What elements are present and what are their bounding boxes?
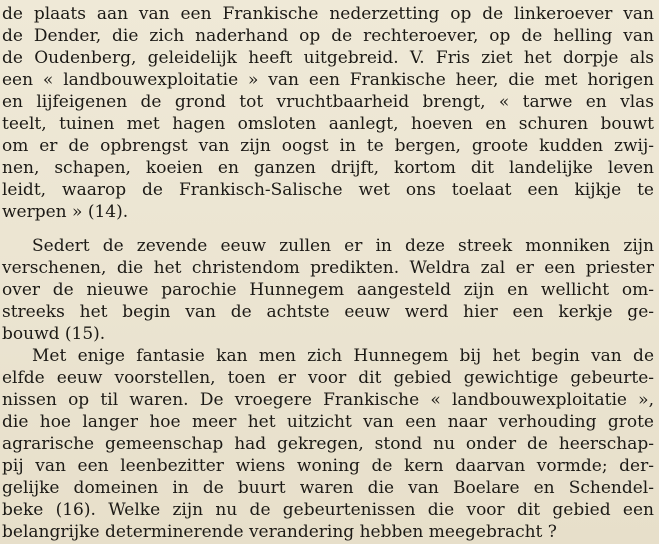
paragraph-1-line: om er de opbrengst van zijn oogst in te bergen, groote kudden zwij- bbox=[2, 136, 654, 156]
paragraph-3-line: beke (16). Welke zijn nu de gebeurtenissen die voor dit gebied een bbox=[2, 500, 654, 520]
paragraph-3-first-line: Met enige fantasie kan men zich Hunnegem bij het begin van de bbox=[32, 346, 654, 366]
paragraph-1-line: een « landbouwexploitatie » van een Frankische heer, die met horigen bbox=[2, 70, 654, 90]
paragraph-2-line: over de nieuwe parochie Hunnegem aangesteld zijn en wellicht om- bbox=[2, 280, 654, 300]
paragraph-3-line: pij van een leenbezitter wiens woning de kern daarvan vormde; der- bbox=[2, 456, 654, 476]
paragraph-3-line: gelijke domeinen in de buurt waren die van Boelare en Schendel- bbox=[2, 478, 654, 498]
paragraph-1-line: teelt, tuinen met hagen omsloten aanlegt, hoeven en schuren bouwt bbox=[2, 114, 654, 134]
paragraph-1-line: en lijfeigenen de grond tot vruchtbaarheid brengt, « tarwe en vlas bbox=[2, 92, 654, 112]
paragraph-3-line: agrarische gemeenschap had gekregen, stond nu onder de heerschap- bbox=[2, 434, 654, 454]
paragraph-1-line: de plaats aan van een Frankische nederzetting op de linkeroever van bbox=[2, 4, 654, 24]
paragraph-1-last-line: werpen » (14). bbox=[2, 202, 129, 222]
paragraph-1-line: leidt, waarop de Frankisch-Salische wet ons toelaat een kijkje te bbox=[2, 180, 654, 200]
paragraph-3-last-line: belangrijke determinerende verandering hebben meegebracht ? bbox=[2, 522, 557, 542]
paragraph-1-line: de Dender, die zich naderhand op de rechteroever, op de helling van bbox=[2, 26, 654, 46]
paragraph-2-line: streeks het begin van de achtste eeuw werd hier een kerkje ge- bbox=[2, 302, 654, 322]
paragraph-3-line: die hoe langer hoe meer het uitzicht van een naar verhouding grote bbox=[2, 412, 654, 432]
paragraph-3-line: elfde eeuw voorstellen, toen er voor dit gebied gewichtige gebeurte- bbox=[2, 368, 654, 388]
paragraph-3-line: nissen op til waren. De vroegere Frankische « landbouwexploitatie », bbox=[2, 390, 654, 410]
paragraph-2-first-line: Sedert de zevende eeuw zullen er in deze streek monniken zijn bbox=[32, 236, 654, 256]
paragraph-1-line: de Oudenberg, geleidelijk heeft uitgebreid. V. Fris ziet het dorpje als bbox=[2, 48, 654, 68]
paragraph-2-line: verschenen, die het christendom predikten. Weldra zal er een priester bbox=[2, 258, 654, 278]
paragraph-2-last-line: bouwd (15). bbox=[2, 324, 106, 344]
paragraph-1-line: nen, schapen, koeien en ganzen drijft, kortom dit landelijke leven bbox=[2, 158, 654, 178]
